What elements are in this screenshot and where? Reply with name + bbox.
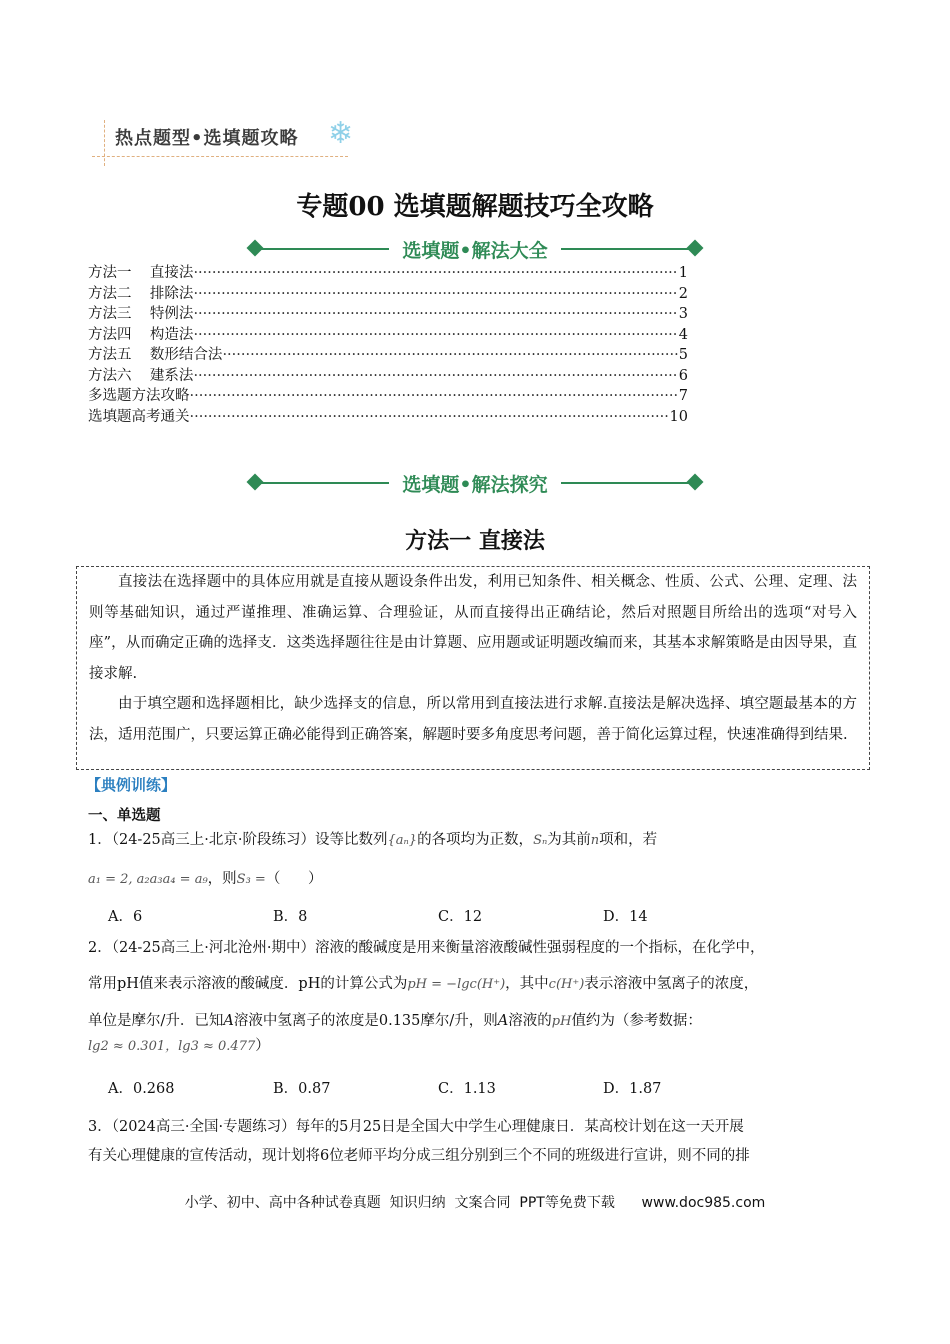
page-title: 专题00 选填题解题技巧全攻略 [296, 192, 654, 222]
option-d[interactable]: D．14 [603, 909, 648, 925]
toc-page: 4 [678, 326, 688, 343]
table-of-contents [88, 263, 688, 427]
math-expression: pH [551, 1014, 572, 1029]
toc-label: 方法四 构造法 [88, 326, 194, 343]
toc-label: 方法五 数形结合法 [88, 347, 223, 363]
banner-text: 选填题•解法探究 [402, 474, 548, 496]
question-3-line-2: 有关心理健康的宣传活动，现计划将6位老师平均分成三组分别到三个不同的班级进行宣讲，则不同的排 [88, 1148, 750, 1164]
intro-box [76, 566, 870, 770]
toc-label: 方法一 直接法 [88, 265, 194, 281]
snowflake-icon: ❄ [328, 116, 354, 151]
toc-page: 3 [678, 306, 688, 322]
question-1-line-2: a₁ = 2, a₂a₃a₄ = a₉，则S₃ =（ ） [88, 871, 323, 887]
toc-page: 2 [678, 285, 688, 302]
question-2-line-3: 单位是摩尔/升．已知A溶液中氢离子的浓度是0.135摩尔/升，则A溶液的pH值约为（参考数据： [88, 1013, 702, 1029]
toc-item[interactable] [88, 407, 688, 428]
header-dashed-line-vertical [104, 120, 105, 166]
toc-item[interactable] [88, 325, 688, 346]
math-expression: Sₙ [533, 833, 548, 848]
toc-item[interactable] [88, 284, 688, 305]
question-1-line-1: 1．（24-25高三上·北京·阶段练习）设等比数列{aₙ}的各项均为正数，Sₙ为其前n项和，若 [88, 832, 658, 848]
toc-item[interactable] [88, 304, 688, 325]
option-b[interactable]: B．0.87 [273, 1081, 331, 1097]
toc-label: 方法六 建系法 [88, 367, 194, 384]
option-d[interactable]: D．1.87 [603, 1081, 662, 1097]
header-label: 热点题型•选填题攻略 [115, 128, 299, 149]
question-1 [88, 830, 864, 927]
option-b[interactable]: B．8 [273, 909, 308, 925]
option-c[interactable]: C．12 [438, 909, 483, 925]
toc-label: 选填题高考通关 [88, 408, 190, 425]
toc-label: 方法三 特例法 [88, 306, 194, 322]
toc-item[interactable] [88, 263, 688, 284]
math-expression: {aₙ} [387, 833, 418, 848]
banner-text: 选填题•解法大全 [402, 240, 548, 262]
practice-tag: 【典例训练】 [86, 776, 177, 794]
subsection-heading: 一、单选题 [88, 807, 161, 824]
toc-label: 方法二 排除法 [88, 285, 194, 302]
intro-paragraph: 直接法在选择题中的具体应用就是直接从题设条件出发，利用已知条件、相关概念、性质、公式、公理、定理、法则等基础知识，通过严谨推理、准确运算、合理验证，从而直接得出正确结论，然后对照题目所给出的选项“对号入座”，从而确定正确的选择支．这类选择题往往是由计算题、应用题或证明题改编而来，其基本求解策略是由因导果，直接求解. [89, 574, 857, 682]
toc-page: 6 [678, 367, 688, 384]
math-expression: S₃ = [236, 872, 266, 887]
question-2-options [88, 1079, 864, 1099]
banner-explore [245, 468, 705, 498]
toc-item[interactable] [88, 345, 688, 366]
question-3-line-1: 3．（2024高三·全国·专题练习）每年的5月25日是全国大中学生心理健康日．某高校计划在这一天开展 [88, 1119, 744, 1135]
math-expression: c(H⁺) [548, 977, 585, 992]
toc-page: 5 [678, 347, 688, 363]
math-expression: n [590, 833, 600, 848]
toc-page: 1 [678, 265, 688, 281]
question-1-options [88, 907, 864, 927]
banner-toc [245, 234, 705, 264]
question-2-line-4: lg2 ≈ 0.301，lg3 ≈ 0.477） [88, 1038, 270, 1054]
intro-paragraph: 由于填空题和选择题相比，缺少选择支的信息，所以常用到直接法进行求解.直接法是解决选择、填空题最基本的方法，适用范围广，只要运算正确必能得到正确答案，解题时要多角度思考问题，善于简化运算过程，快速准确得到结果. [89, 696, 857, 743]
section-title: 方法一 直接法 [405, 528, 545, 554]
question-2-line-1: 2．（24-25高三上·河北沧州·期中）溶液的酸碱度是用来衡量溶液酸碱性强弱程度的一个指标，在化学中， [88, 940, 765, 956]
math-expression: a₁ = 2, a₂a₃a₄ = a₉ [88, 872, 208, 887]
toc-page: 10 [669, 408, 688, 425]
toc-item[interactable] [88, 386, 688, 407]
question-2 [88, 938, 864, 1099]
footer-text: 小学、初中、高中各种试卷真题 知识归纳 文案合同 PPT等免费下载 www.doc985.com [184, 1195, 766, 1211]
math-expression: lg2 ≈ 0.301，lg3 ≈ 0.477 [88, 1039, 256, 1054]
header-dashed-line-horizontal [92, 156, 348, 157]
math-expression: pH = −lgc(H⁺) [407, 977, 506, 992]
toc-item[interactable] [88, 366, 688, 387]
option-a[interactable]: A．0.268 [108, 1081, 175, 1097]
toc-page: 7 [678, 388, 688, 404]
toc-label: 多选题方法攻略 [88, 388, 190, 404]
question-2-line-2: 常用pH值来表示溶液的酸碱度．pH的计算公式为pH = −lgc(H⁺)，其中c(H⁺)表示溶液中氢离子的浓度， [88, 976, 759, 992]
question-3 [88, 1113, 864, 1171]
option-a[interactable]: A．6 [108, 909, 143, 925]
option-c[interactable]: C．1.13 [438, 1081, 496, 1097]
